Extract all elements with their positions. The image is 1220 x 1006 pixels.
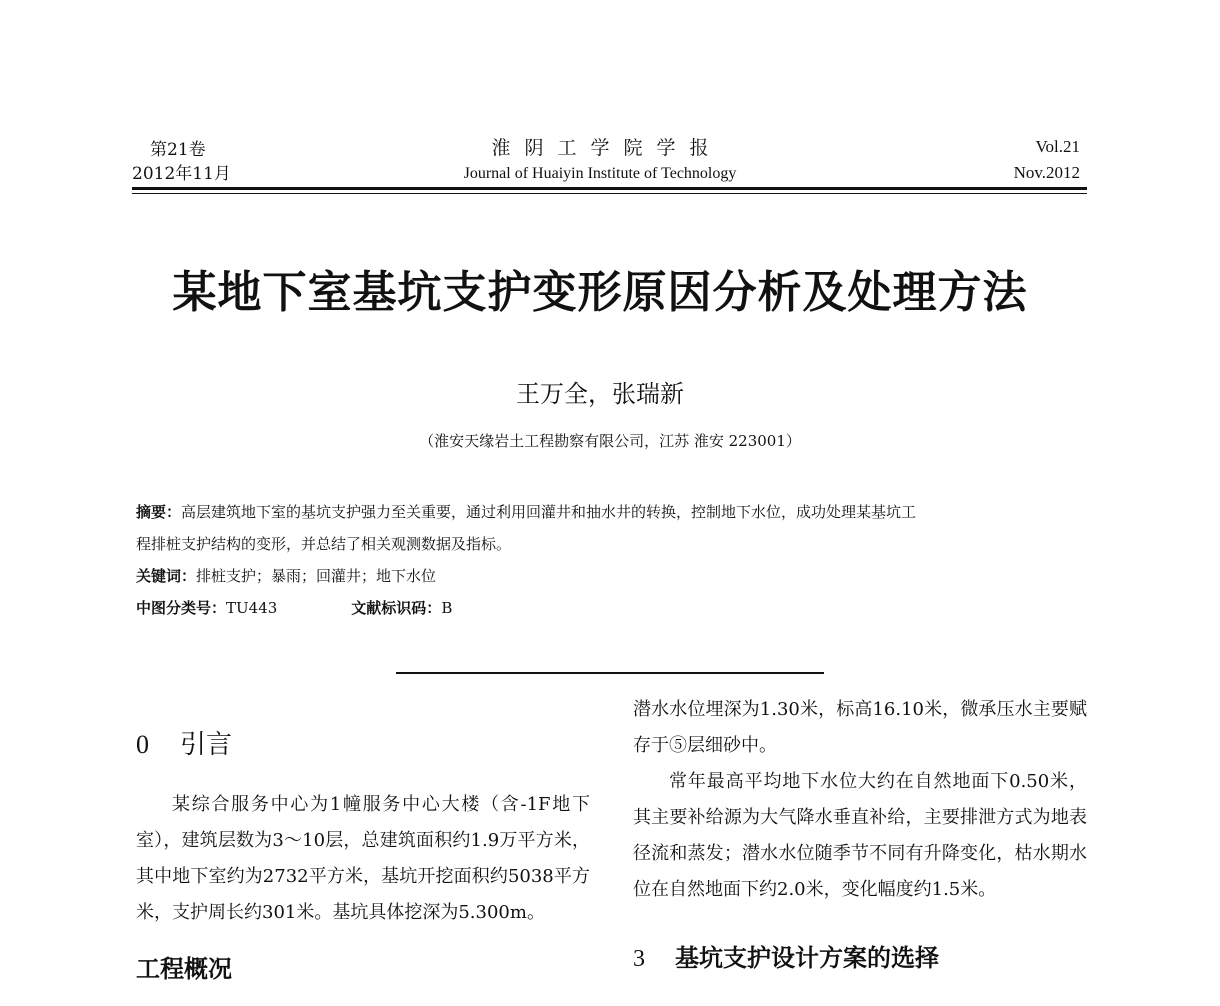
left-column (136, 700, 590, 983)
abstract-line-1 (136, 496, 1086, 528)
doc-code-value: B (441, 599, 453, 617)
date-en: Nov.2012 (1013, 163, 1080, 182)
keywords-label: 关键词： (136, 567, 197, 585)
doc-code-label: 文献标识码： (351, 599, 442, 617)
abstract-block (136, 496, 1086, 624)
groundwater-paragraph-1: 潜水水位埋深为1.30米，标高16.10米，微承压水主要赋存于⑤层细砂中。 (633, 699, 1087, 756)
header-right (1014, 134, 1080, 186)
keywords-line (136, 560, 1086, 592)
right-column (633, 692, 1087, 973)
header-rule-thick (132, 187, 1087, 190)
clc-value: TU443 (226, 599, 278, 617)
section-3-number: 3 (633, 946, 645, 972)
section-0-paragraph: 某综合服务中心为1幢服务中心大楼（含-1F地下室），建筑层数为3～10层，总建筑面积约1.9万平方米，其中地下室约为2732平方米，基坑开挖面积约5038平方米，支护周长约301米。基坑具体挖深为5.300m。 (136, 794, 590, 923)
section-3-heading (633, 938, 1087, 973)
section-1-heading-partial: 工程概况 (136, 954, 232, 983)
header-center (400, 134, 800, 186)
section-0-heading (136, 724, 590, 761)
header-left (132, 138, 231, 186)
paper-title: 某地下室基坑支护变形原因分析及处理方法 (172, 267, 1028, 318)
journal-name-en: Journal of Huaiyin Institute of Technology (463, 165, 737, 182)
volume-en: Vol.21 (1035, 137, 1080, 156)
header-rule-thin (132, 193, 1087, 194)
abstract-label: 摘要： (136, 503, 182, 521)
keywords-text: 排桩支护；暴雨；回灌井；地下水位 (196, 567, 437, 585)
groundwater-paragraph-2: 常年最高平均地下水位大约在自然地面下0.50米，其主要补给源为大气降水垂直补给，主要排泄方式为地表径流和蒸发；潜水水位随季节不同有升降变化，枯水期水位在自然地面下约2.0米，变化幅度约1.5米。 (633, 771, 1087, 900)
section-0-title: 引言 (180, 730, 233, 760)
paper-authors: 王万全，张瑞新 (516, 380, 684, 408)
section-0-number: 0 (136, 730, 149, 759)
journal-name-cn: 淮阴工学院学报 (491, 137, 723, 159)
classification-line (136, 592, 1086, 624)
section-3-title: 基坑支护设计方案的选择 (675, 943, 939, 972)
abstract-line-2: 程排桩支护结构的变形，并总结了相关观测数据及指标。 (136, 535, 512, 553)
issue-date: 2012年11月 (132, 164, 231, 184)
abstract-text-1: 高层建筑地下室的基坑支护强力至关重要，通过利用回灌井和抽水井的转换，控制地下水位，成功处理某基坑工 (181, 503, 917, 521)
volume-number: 第21卷 (150, 140, 206, 160)
abstract-divider (396, 672, 824, 674)
author-affiliation: （淮安天缘岩土工程勘察有限公司，江苏 淮安 223001） (419, 432, 801, 450)
clc-label: 中图分类号： (136, 599, 227, 617)
